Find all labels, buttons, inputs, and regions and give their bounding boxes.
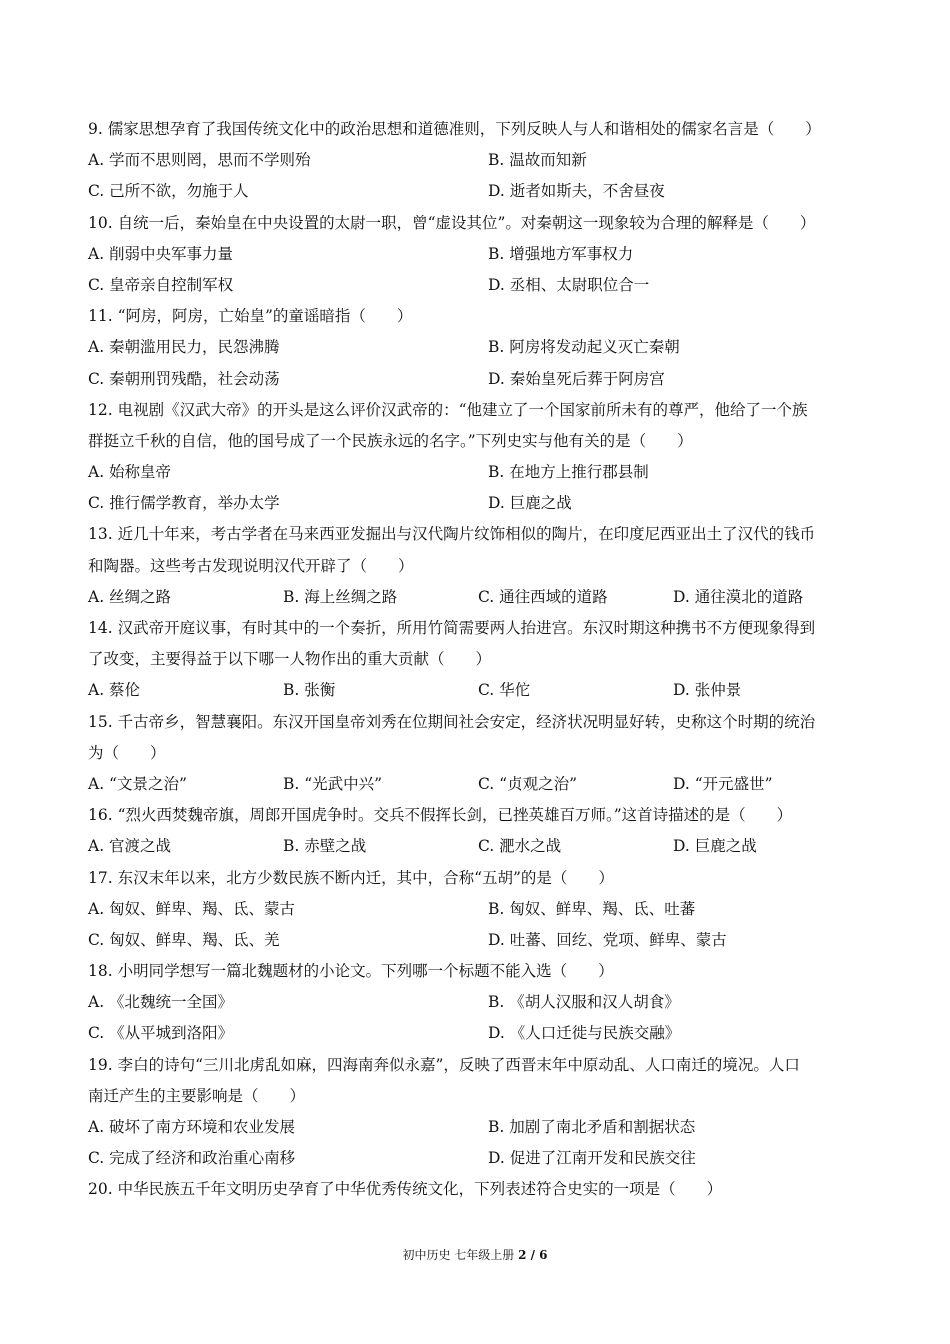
option: C. 推行儒学教育，举办太学 [88, 494, 280, 513]
option: D. 吐蕃、回纥、党项、鲜卑、蒙古 [488, 930, 727, 949]
question-stem: 了改变，主要得益于以下哪一人物作出的重大贡献（ ） [88, 650, 492, 669]
question-stem: 10. 自统一后，秦始皇在中央设置的太尉一职，曾“虚设其位”。对秦朝这一现象较为合理的解释是（ ） [88, 213, 816, 232]
option: D. 秦始皇死后葬于阿房宫 [488, 369, 665, 388]
option: D. 巨鹿之战 [488, 494, 572, 513]
question-stem: 14. 汉武帝开庭议事，有时其中的一个奏折，所用竹简需要两人抬进宫。东汉时期这种携书不方便现象得到 [88, 619, 816, 637]
options-row [88, 925, 868, 956]
question-stem: 15. 千古帝乡，智慧襄阳。东汉开国皇帝刘秀在位期间社会安定，经济状况明显好转，史称这个时期的统治 [88, 712, 816, 731]
question-stem: 群挺立千秋的自信，他的国号成了一个民族永远的名字。”下列史实与他有关的是（ ） [88, 431, 693, 450]
option: A. 丝绸之路 [88, 587, 172, 606]
exam-page [88, 114, 868, 1206]
option: D. 张仲景 [673, 681, 742, 700]
option: C. 完成了经济和政治重心南移 [88, 1149, 296, 1168]
options-row [88, 831, 868, 862]
option: D. 促进了江南开发和民族交往 [488, 1149, 696, 1168]
option: A. 蔡伦 [88, 681, 141, 700]
option: D. 逝者如斯夫，不舍昼夜 [488, 182, 665, 201]
options-row [88, 894, 868, 925]
option: B. 《胡人汉服和汉人胡食》 [488, 993, 680, 1012]
options-row [88, 1143, 868, 1174]
options-row [88, 582, 868, 613]
option: B. 张衡 [283, 681, 336, 700]
option: C. 通往西域的道路 [478, 587, 608, 606]
question-stem: 17. 东汉末年以来，北方少数民族不断内迁，其中，合称“五胡”的是（ ） [88, 868, 614, 887]
question-block [88, 800, 868, 862]
option: C. “贞观之治” [478, 774, 578, 793]
option: B. 温故而知新 [488, 151, 587, 170]
option: A. 始称皇帝 [88, 463, 172, 482]
question-block [88, 395, 868, 520]
option: A. 学而不思则罔，思而不学则殆 [88, 151, 311, 170]
question-stem: 和陶器。这些考古发现说明汉代开辟了（ ） [88, 556, 414, 575]
option: B. 海上丝绸之路 [283, 587, 398, 606]
option: A. 《北魏统一全国》 [88, 993, 234, 1012]
options-row [88, 332, 868, 363]
option: C. 《从平城到洛阳》 [88, 1024, 234, 1043]
option: B. 阿房将发动起义灭亡秦朝 [488, 338, 680, 357]
option: B. 加剧了南北矛盾和割据状态 [488, 1118, 696, 1136]
options-row [88, 239, 868, 270]
option: B. “光武中兴” [283, 774, 383, 793]
question-block [88, 707, 868, 801]
option: A. 秦朝滥用民力，民怨沸腾 [88, 338, 280, 357]
option: D. 丞相、太尉职位合一 [488, 275, 650, 294]
question-block [88, 519, 868, 613]
option: C. 华佗 [478, 681, 531, 700]
option: B. 在地方上推行郡县制 [488, 463, 649, 482]
options-row [88, 488, 868, 519]
option: A. “文景之治” [88, 774, 187, 793]
question-block [88, 301, 868, 395]
question-block [88, 956, 868, 1050]
footer-subject: 初中历史 七年级上册 [402, 1248, 519, 1262]
option: C. 匈奴、鲜卑、羯、氐、羌 [88, 930, 280, 949]
option: A. 削弱中央军事力量 [88, 244, 234, 263]
question-stem: 9. 儒家思想孕育了我国传统文化中的政治思想和道德准则，下列反映人与人和谐相处的儒家名言是（ ） [88, 120, 821, 138]
options-row [88, 675, 868, 706]
question-block [88, 1174, 868, 1205]
option: A. 官渡之战 [88, 837, 172, 856]
options-row [88, 987, 868, 1018]
option: D. 通往漠北的道路 [673, 587, 804, 606]
option: D. 巨鹿之战 [673, 837, 757, 856]
options-row [88, 270, 868, 301]
options-row [88, 1112, 868, 1143]
question-block [88, 1050, 868, 1175]
question-block [88, 613, 868, 707]
options-row [88, 176, 868, 207]
options-row [88, 145, 868, 176]
option: C. 己所不欲，勿施于人 [88, 182, 249, 201]
question-stem: 19. 李白的诗句“三川北虏乱如麻，四海南奔似永嘉”，反映了西晋末年中原动乱、人口南迁的境况。人口 [88, 1055, 800, 1074]
option: C. 秦朝刑罚残酷，社会动荡 [88, 369, 280, 388]
option: D. 《人口迁徙与民族交融》 [488, 1024, 681, 1043]
option: A. 破坏了南方环境和农业发展 [88, 1118, 296, 1136]
options-row [88, 1018, 868, 1049]
page-number: 2 / 6 [518, 1248, 548, 1262]
option: C. 皇帝亲自控制军权 [88, 275, 234, 294]
question-stem: 为（ ） [88, 743, 166, 762]
question-block [88, 863, 868, 957]
option: B. 匈奴、鲜卑、羯、氐、吐蕃 [488, 899, 696, 918]
options-row [88, 769, 868, 800]
option: C. 淝水之战 [478, 837, 562, 856]
question-stem: 11. “阿房，阿房，亡始皇”的童谣暗指（ ） [88, 307, 413, 326]
question-stem: 12. 电视剧《汉武大帝》的开头是这么评价汉武帝的：“他建立了一个国家前所未有的尊严，他给了一个族 [88, 400, 808, 419]
page-footer [0, 1246, 950, 1263]
option: D. “开元盛世” [673, 774, 773, 793]
question-stem: 16. “烈火西焚魏帝旗，周郎开国虎争时。交兵不假挥长剑，已挫英雄百万师。”这首诗描述的是（ ） [88, 806, 793, 825]
options-row [88, 364, 868, 395]
question-stem: 18. 小明同学想写一篇北魏题材的小论文。下列哪一个标题不能入选（ ） [88, 962, 614, 981]
question-stem: 20. 中华民族五千年文明历史孕育了中华优秀传统文化，下列表述符合史实的一项是（ ） [88, 1180, 723, 1199]
options-row [88, 457, 868, 488]
option: B. 赤壁之战 [283, 837, 367, 856]
option: A. 匈奴、鲜卑、羯、氐、蒙古 [88, 899, 296, 918]
question-stem: 13. 近几十年来，考古学者在马来西亚发掘出与汉代陶片纹饰相似的陶片，在印度尼西亚出土了汉代的钱币 [88, 525, 816, 544]
question-block [88, 114, 868, 208]
option: B. 增强地方军事权力 [488, 244, 634, 263]
question-block [88, 208, 868, 302]
question-stem: 南迁产生的主要影响是（ ） [88, 1086, 306, 1105]
